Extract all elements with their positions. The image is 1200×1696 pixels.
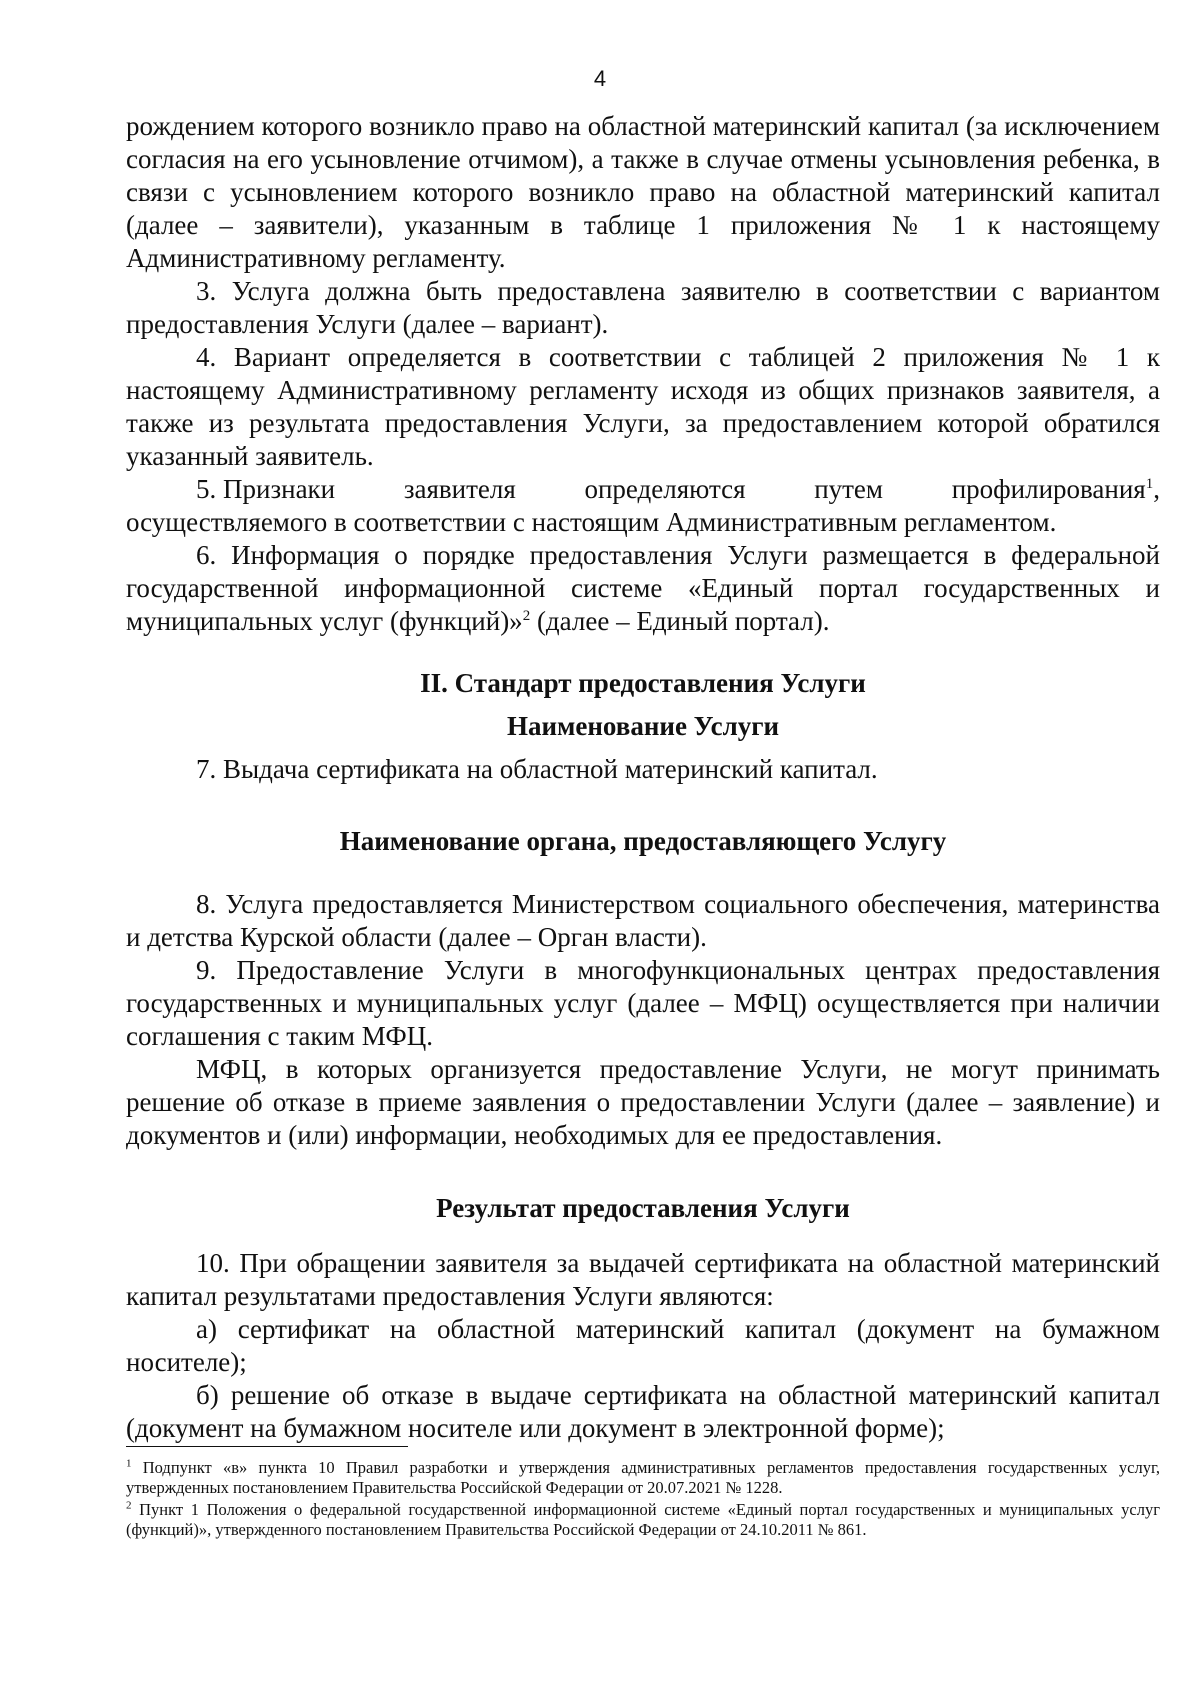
- footnote-2-mark: 2: [126, 1499, 132, 1512]
- paragraph-5-word: 5. Признаки: [196, 474, 336, 504]
- paragraph-5-word: путем: [814, 474, 884, 504]
- paragraph-10: 10. При обращении заявителя за выдачей сертификата на областной материнский капитал результатами предоставления Услуги являются:: [126, 1248, 1160, 1311]
- paragraph-7: 7. Выдача сертификата на областной материнский капитал.: [196, 754, 878, 784]
- paragraph-6: [126, 539, 1160, 638]
- document-body: [126, 110, 1160, 1445]
- footnote-1-mark: 1: [126, 1457, 132, 1470]
- paragraph-5-comma: ,: [1153, 474, 1160, 504]
- paragraph-5-word: заявителя: [403, 474, 516, 504]
- paragraph-10-item-b: б) решение об отказе в выдаче сертификата на областной материнский капитал (документ на бумажном носителе или документ в электронной форме);: [126, 1380, 1160, 1443]
- section-heading-part-2: II. Стандарт предоставления Услуги: [420, 668, 866, 698]
- paragraph-5-last-word: [952, 473, 1160, 506]
- subsection-heading-authority: Наименование органа, предоставляющего Услугу: [339, 826, 947, 856]
- paragraph-4: 4. Вариант определяется в соответствии с таблицей 2 приложения № 1 к настоящему Административному регламенту исходя из общих признаков заявителя, а также из результата предоставления Услуги, за предоставлением которой обратился указанный заявитель.: [126, 342, 1160, 471]
- paragraph-5-word: определяются: [584, 474, 746, 504]
- footnote-ref-2[interactable]: 2: [522, 608, 531, 624]
- footnote-2-text: Пункт 1 Положения о федеральной государственной информационной системе «Единый портал государственных и муниципальных услуг (функций)», утвержденного постановлением Правительства Российской Федерации от 24.10.2011 № 861.: [126, 1500, 1160, 1539]
- paragraph-5-line-2: осуществляемого в соответствии с настоящим Административным регламентом.: [126, 507, 1057, 537]
- subsection-heading-result: Результат предоставления Услуги: [436, 1193, 850, 1223]
- paragraph-5-line-1: [126, 473, 1160, 506]
- footnotes: [126, 1458, 1160, 1542]
- paragraph-6-text: 6. Информация о порядке предоставления Услуги размещается в федеральной государственной информационной системе «Единый портал государственных и муниципальных услуг (функций)»: [126, 540, 1160, 636]
- subsection-heading-service-name: Наименование Услуги: [506, 711, 780, 741]
- paragraph-3: 3. Услуга должна быть предоставлена заявителю в соответствии с вариантом предоставления Услуги (далее – вариант).: [126, 276, 1160, 339]
- footnote-1: [126, 1458, 1160, 1498]
- paragraph-10-item-a: а) сертификат на областной материнский капитал (документ на бумажном носителе);: [126, 1314, 1160, 1377]
- footnote-divider: [126, 1446, 408, 1447]
- footnote-1-text: Подпункт «в» пункта 10 Правил разработки и утверждения административных регламентов предоставления государственных услуг, утвержденных постановлением Правительства Российской Федерации от 20.07.2021 № 1228.: [126, 1458, 1160, 1497]
- paragraph-9: 9. Предоставление Услуги в многофункциональных центрах предоставления государственных и муниципальных услуг (далее – МФЦ) осуществляется при наличии соглашения с таким МФЦ.: [126, 955, 1160, 1051]
- footnote-2: [126, 1500, 1160, 1540]
- paragraph-5-word: профилирования: [951, 474, 1146, 504]
- paragraph-8: 8. Услуга предоставляется Министерством социального обеспечения, материнства и детства Курской области (далее – Орган власти).: [126, 889, 1160, 952]
- paragraph-6-tail: (далее – Единый портал).: [530, 606, 830, 636]
- footnote-ref-1[interactable]: 1: [1145, 476, 1154, 492]
- paragraph-continuation: рождением которого возникло право на областной материнский капитал (за исключением согласия на его усыновление отчимом), а также в случае отмены усыновления ребенка, в связи с усыновлением которого возникло право на областной материнский капитал (далее – заявители), указанным в таблице 1 приложения № 1 к настоящему Административному регламенту.: [126, 111, 1160, 273]
- paragraph-9-mfc: МФЦ, в которых организуется предоставление Услуги, не могут принимать решение об отказе в приеме заявления о предоставлении Услуги (далее – заявление) и документов и (или) информации, необходимых для ее предоставления.: [126, 1054, 1160, 1150]
- page-number: 4: [593, 66, 607, 91]
